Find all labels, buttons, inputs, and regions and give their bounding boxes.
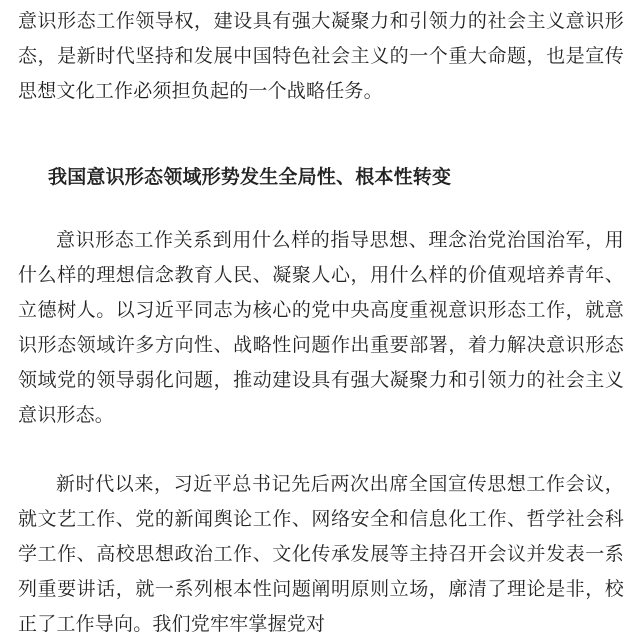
paragraph-intro: 意识形态工作领导权，建设具有强大凝聚力和引领力的社会主义意识形态，是新时代坚持和发展中国特色社会主义的一个重大命题，也是宣传思想文化工作必须担负起的一个战略任务。 [18, 10, 624, 102]
section-heading: 我国意识形态领域形势发生全局性、根本性转变 [48, 166, 452, 188]
paragraph-new-era: 新时代以来，习近平总书记先后两次出席全国宣传思想工作会议，就文艺工作、党的新闻舆论工作、网络安全和信息化工作、哲学社会科学工作、高校思想政治工作、文化传承发展等主持召开会议并发表一系列重要讲话，就一系列根本性问题阐明原则立场，廓清了理论是非，校正了工作导向。我们党牢牢掌握党对 [18, 473, 624, 635]
paragraph-ideology-work: 意识形态工作关系到用什么样的指导思想、理念治党治国治军，用什么样的理想信念教育人民、凝聚人心，用什么样的价值观培养青年、立德树人。以习近平同志为核心的党中央高度重视意识形态工作，就意识形态领域许多方向性、战略性问题作出重要部署，着力解决意识形态领域党的领导弱化问题，推动建设具有强大凝聚力和引领力的社会主义意识形态。 [18, 229, 624, 426]
